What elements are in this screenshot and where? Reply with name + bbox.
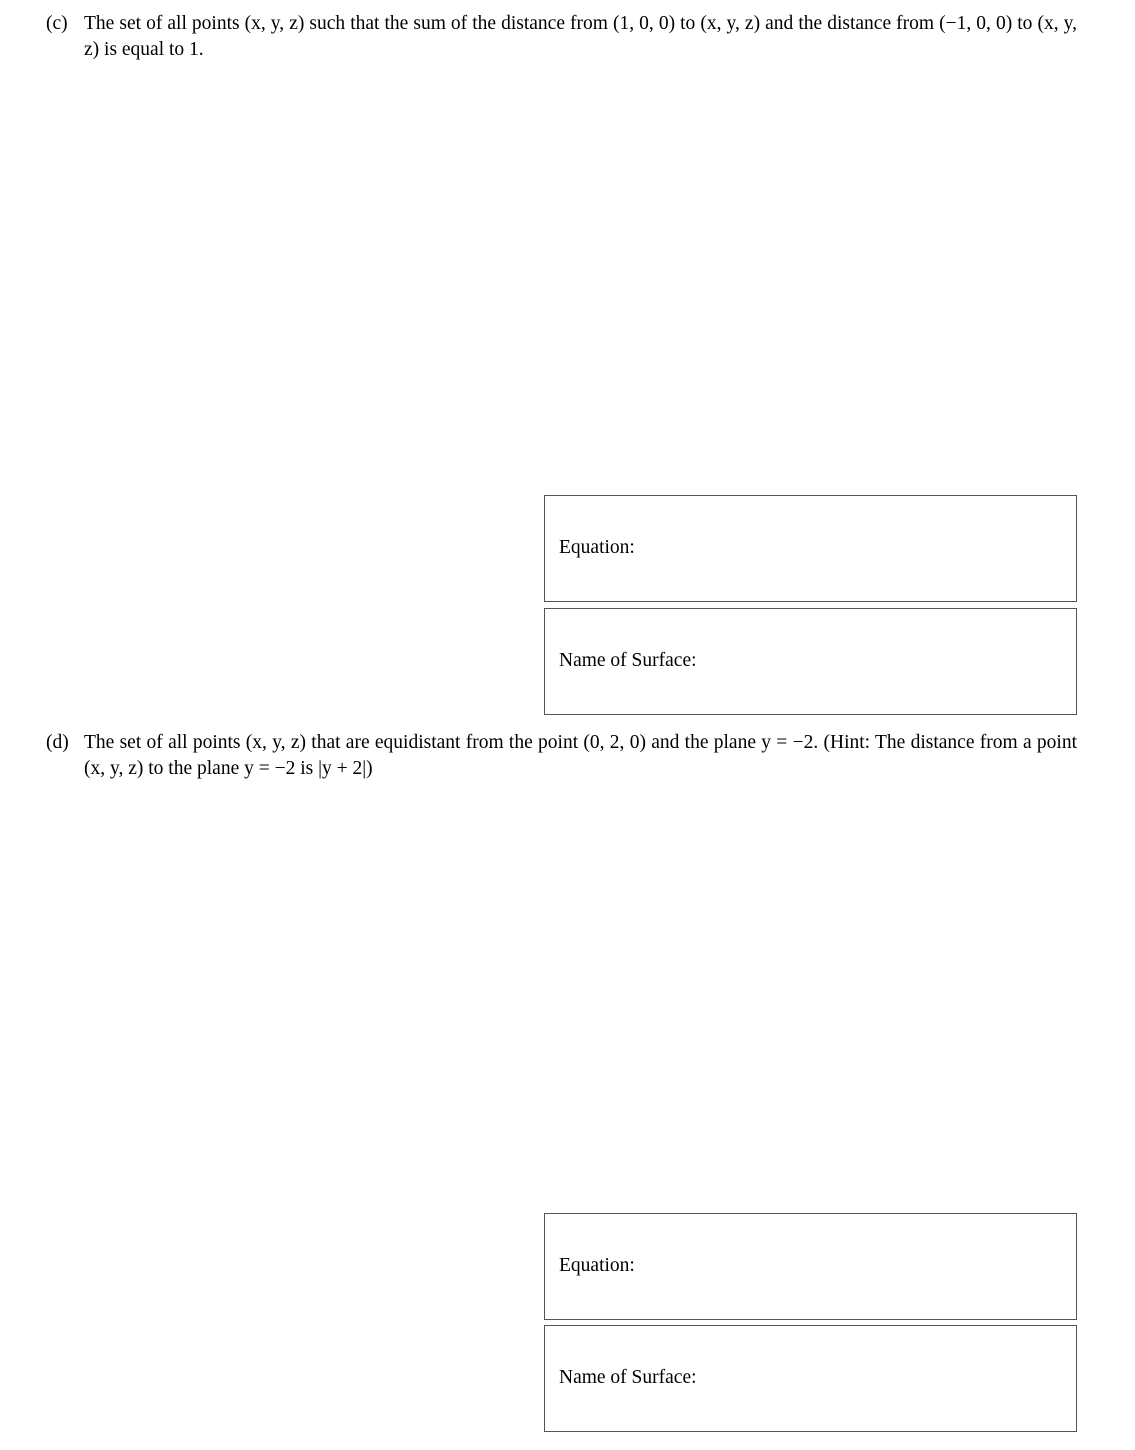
surface-name-answer-box[interactable] bbox=[544, 608, 1077, 715]
equation-label: Equation: bbox=[559, 1255, 635, 1276]
surface-name-answer-box[interactable] bbox=[544, 1325, 1077, 1432]
surface-name-label: Name of Surface: bbox=[559, 1367, 697, 1388]
equation-label: Equation: bbox=[559, 537, 635, 558]
surface-name-label: Name of Surface: bbox=[559, 650, 697, 671]
equation-answer-box[interactable] bbox=[544, 495, 1077, 602]
equation-answer-box[interactable] bbox=[544, 1213, 1077, 1320]
problem-label: (d) bbox=[46, 732, 69, 753]
problem-d bbox=[46, 730, 1077, 782]
problem-c bbox=[46, 11, 1077, 63]
problem-label: (c) bbox=[46, 13, 68, 34]
problem-text: The set of all points (x, y, z) such that the sum of the distance from (1, 0, 0) to (x, y, z) and the distance from (−1, 0, 0) to (x, y, z) is equal to 1. bbox=[84, 13, 1077, 60]
problem-text: The set of all points (x, y, z) that are equidistant from the point (0, 2, 0) and the plane y = −2. (Hint: The distance from a point (x, y, z) to the plane y = −2 is |y + 2|) bbox=[84, 732, 1077, 779]
